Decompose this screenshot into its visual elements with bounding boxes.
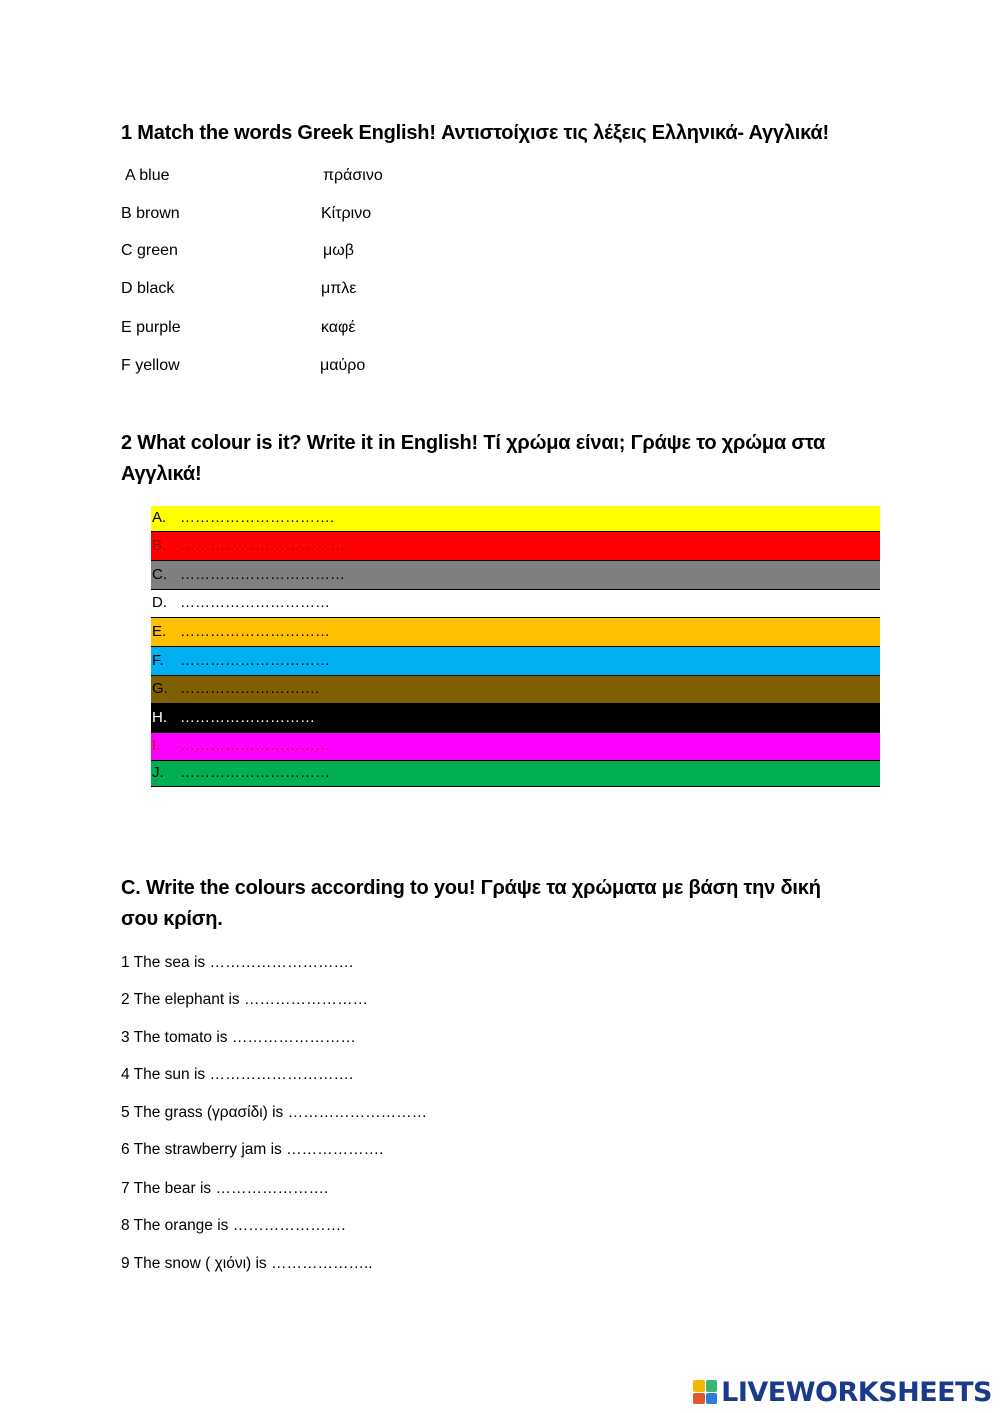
english-word: B brown [121, 205, 180, 222]
logo-text: LIVEWORKSHEETS [721, 1376, 992, 1408]
answer-blank[interactable]: ………………………… [180, 623, 330, 640]
logo-square [706, 1393, 718, 1405]
stripe-letter: H. [152, 709, 167, 726]
english-word: A blue [125, 167, 170, 184]
match-row [121, 356, 521, 376]
color-stripe[interactable] [151, 561, 880, 590]
color-stripe[interactable] [151, 647, 880, 676]
question-row[interactable]: 4 The sun is ………………………. [121, 1066, 354, 1083]
stripe-letter: C. [152, 566, 167, 583]
section1-heading: 1 Match the words Greek English! Αντιστοίχισε τις λέξεις Ελληνικά- Αγγλικά! [121, 122, 829, 144]
logo-square [706, 1380, 718, 1392]
stripe-letter: E. [152, 623, 167, 640]
question-row[interactable]: 3 The tomato is …………………… [121, 1029, 356, 1046]
color-stripe[interactable] [151, 704, 880, 733]
color-stripe[interactable] [151, 506, 880, 532]
answer-blank[interactable]: ……………………… [180, 709, 315, 726]
liveworksheets-logo [693, 1377, 992, 1407]
greek-word: μωβ [323, 242, 354, 259]
question-row[interactable]: 2 The elephant is …………………… [121, 991, 368, 1008]
section2-heading [121, 428, 825, 490]
section2-heading-line2: Αγγλικά! [121, 463, 202, 485]
english-word: D black [121, 280, 175, 297]
stripe-letter: F. [152, 652, 164, 669]
section2-heading-line1: 2 What colour is it? Write it in English! Τί χρώμα είναι; Γράψε το χρώμα στα [121, 432, 826, 454]
stripe-letter: D. [152, 594, 167, 611]
answer-blank[interactable]: …………………………… [180, 566, 345, 583]
answer-blank[interactable]: ………………………… [180, 764, 330, 781]
question-row[interactable]: 8 The orange is …………………. [121, 1217, 346, 1234]
color-stripe[interactable] [151, 676, 880, 704]
match-row [121, 318, 521, 338]
section3-heading-line1: C. Write the colours according to you! Γράψε τα χρώματα με βάση την δική [121, 877, 821, 899]
color-stripe[interactable] [151, 761, 880, 787]
color-stripe[interactable] [151, 532, 880, 561]
greek-word: μαύρο [320, 357, 366, 374]
color-stripe[interactable] [151, 733, 880, 761]
question-row[interactable]: 1 The sea is ………………………. [121, 954, 354, 971]
question-row[interactable]: 6 The strawberry jam is ………………. [121, 1141, 384, 1158]
logo-square [693, 1393, 705, 1405]
english-word: F yellow [121, 357, 180, 374]
logo-square [693, 1380, 705, 1392]
stripe-letter: G. [152, 680, 168, 697]
stripe-letter: J. [152, 764, 164, 781]
question-row[interactable]: 7 The bear is …………………. [121, 1180, 329, 1197]
section3-heading [121, 873, 821, 935]
answer-blank[interactable]: …………………………. [180, 509, 335, 526]
color-stripe[interactable] [151, 590, 880, 618]
match-row [121, 241, 521, 261]
question-row[interactable]: 5 The grass (γρασίδι) is ……………………… [121, 1104, 428, 1121]
answer-blank[interactable]: ………………………… [180, 652, 330, 669]
stripe-letter: B. [152, 537, 167, 554]
answer-blank[interactable]: ………………………. [180, 680, 320, 697]
english-word: E purple [121, 319, 181, 336]
greek-word: καφέ [321, 319, 356, 336]
stripe-letter: I. [152, 737, 161, 754]
greek-word: πράσινο [323, 167, 383, 184]
color-stripe[interactable] [151, 618, 880, 647]
logo-icon [693, 1380, 717, 1404]
answer-blank[interactable]: ………………………… [180, 737, 330, 754]
english-word: C green [121, 242, 178, 259]
answer-blank[interactable]: ………………………… [180, 594, 330, 611]
answer-blank[interactable]: …………………………… [180, 537, 345, 554]
stripe-letter: A. [152, 509, 167, 526]
section3-heading-line2: σου κρίση. [121, 908, 223, 930]
color-stripes [151, 506, 880, 787]
match-row [121, 166, 521, 186]
greek-word: Κίτρινο [321, 205, 372, 222]
match-row [121, 204, 521, 224]
match-row [121, 279, 521, 299]
greek-word: μπλε [321, 280, 357, 297]
question-row[interactable]: 9 The snow ( χιόνι) is ……………….. [121, 1255, 373, 1272]
